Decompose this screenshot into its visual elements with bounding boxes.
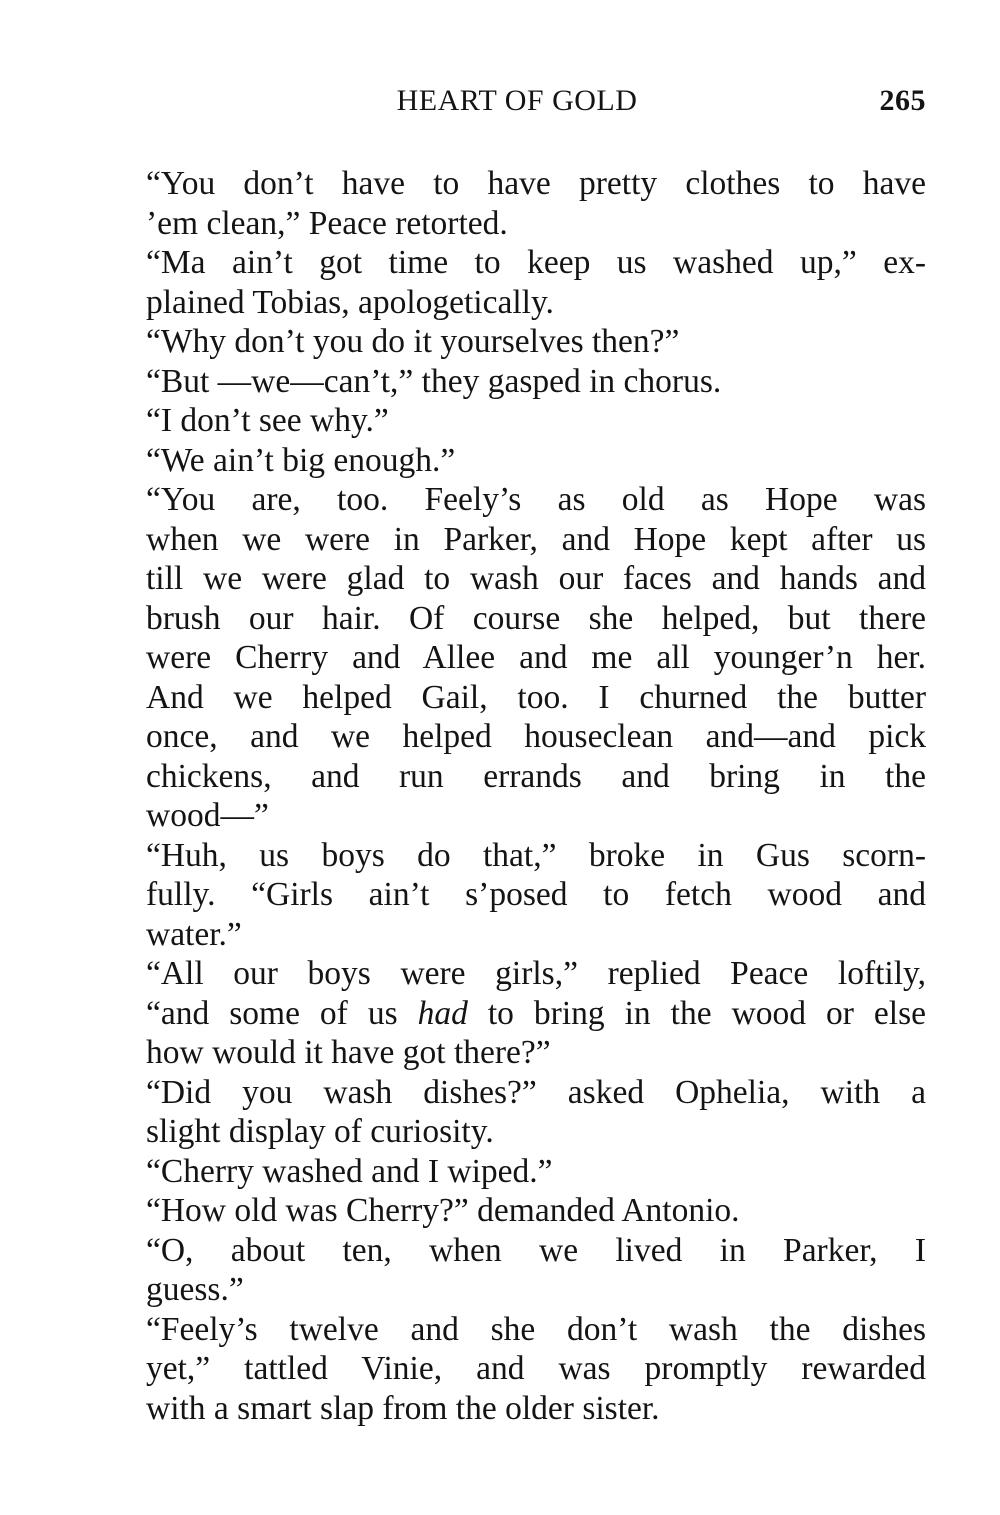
paragraph xyxy=(108,1152,926,1192)
text-line: “All our boys were girls,” replied Peace loftily, xyxy=(146,955,926,992)
text-line: “You don’t have to have pretty clothes to have xyxy=(146,165,926,202)
paragraph xyxy=(108,1073,926,1152)
text-line: “Huh, us boys do that,” broke in Gus scorn- xyxy=(146,836,926,874)
text-line xyxy=(108,994,926,1034)
paragraph xyxy=(108,1310,926,1429)
running-head xyxy=(108,84,926,124)
text-line: once, and we helped houseclean and—and pick xyxy=(146,718,926,755)
text-line: with a smart slap from the older sister. xyxy=(146,1389,660,1427)
text-line: “Why don’t you do it yourselves then?” xyxy=(146,323,680,360)
text-fragment: “and some of us xyxy=(146,994,418,1032)
paragraph xyxy=(108,362,926,402)
text-line: “We ain’t big enough.” xyxy=(146,441,456,479)
text-line: when we were in Parker, and Hope kept after us xyxy=(146,520,926,558)
paragraph xyxy=(108,480,926,836)
paragraph xyxy=(108,954,926,1073)
text-fragment: to bring in the wood or else xyxy=(467,994,926,1032)
running-title: HEART OF GOLD xyxy=(396,84,638,117)
text-line: guess.” xyxy=(146,1271,244,1308)
body-text xyxy=(108,164,926,1428)
text-line: how would it have got there?” xyxy=(146,1034,551,1071)
text-line: water.” xyxy=(146,915,242,953)
paragraph xyxy=(108,836,926,955)
text-line: ’em clean,” Peace retorted. xyxy=(146,204,508,242)
paragraph xyxy=(108,1231,926,1310)
text-line: plained Tobias, apologetically. xyxy=(146,283,554,321)
paragraph xyxy=(108,243,926,322)
text-line: “I don’t see why.” xyxy=(146,402,389,439)
text-line: were Cherry and Allee and me all younger’n her. xyxy=(146,639,926,676)
paragraph xyxy=(108,1191,926,1231)
page-number: 265 xyxy=(879,84,926,117)
text-line: wood—” xyxy=(146,797,269,834)
text-line: “You are, too. Feely’s as old as Hope was xyxy=(146,481,926,518)
paragraph xyxy=(108,401,926,441)
emphasized-word: had xyxy=(417,994,468,1032)
text-line: “Ma ain’t got time to keep us washed up,” ex- xyxy=(146,244,926,281)
paragraph xyxy=(108,322,926,362)
text-line: fully. “Girls ain’t s’posed to fetch wood and xyxy=(146,876,926,913)
paragraph xyxy=(108,441,926,481)
text-line: “How old was Cherry?” demanded Antonio. xyxy=(146,1192,740,1229)
text-line: till we were glad to wash our faces and hands and xyxy=(146,560,926,597)
text-line: “But —we—can’t,” they gasped in chorus. xyxy=(146,362,722,400)
text-line: yet,” tattled Vinie, and was promptly rewarded xyxy=(146,1350,926,1387)
text-line: chickens, and run errands and bring in the xyxy=(146,757,926,795)
text-line: “Feely’s twelve and she don’t wash the dishes xyxy=(146,1310,926,1348)
text-line: slight display of curiosity. xyxy=(146,1113,494,1150)
text-line: brush our hair. Of course she helped, but there xyxy=(146,599,926,637)
paragraph xyxy=(108,164,926,243)
text-line: And we helped Gail, too. I churned the butter xyxy=(146,678,926,716)
text-line: “Did you wash dishes?” asked Ophelia, with a xyxy=(146,1073,926,1111)
text-line: “Cherry washed and I wiped.” xyxy=(146,1152,553,1190)
text-line: “O, about ten, when we lived in Parker, I xyxy=(146,1231,926,1269)
